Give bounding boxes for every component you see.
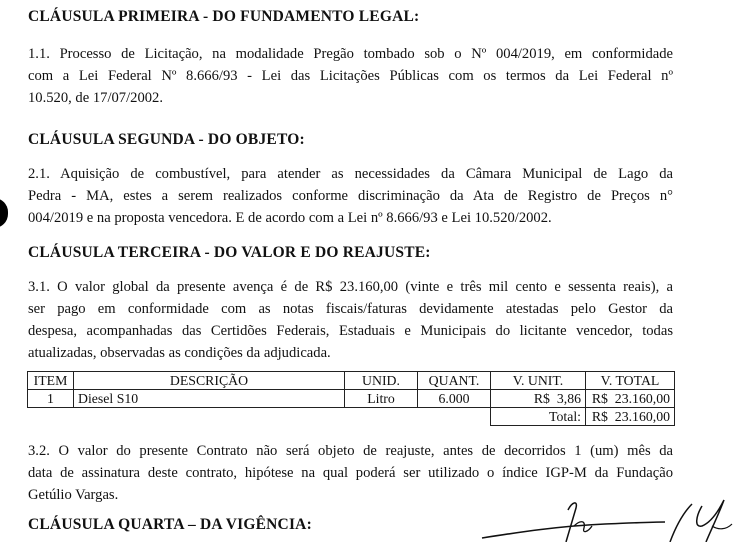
cell-quantity: 6.000 bbox=[418, 390, 491, 408]
col-header-unit: UNID. bbox=[345, 372, 418, 390]
total-label: Total: bbox=[491, 408, 586, 426]
handwritten-signature bbox=[480, 496, 735, 542]
table-row bbox=[28, 390, 675, 408]
paragraph-line: 3.1. O valor global da presente avença é de R$ 23.160,00 (vinte e três mil cento e sessenta reais), a bbox=[28, 279, 673, 295]
paragraph-line: data de assinatura deste contrato, hipótese na qual poderá ser utilizado o índice IGP-M da Fundação bbox=[28, 465, 673, 481]
col-header-item: ITEM bbox=[28, 372, 74, 390]
clause-2-paragraph bbox=[28, 163, 673, 229]
col-header-description: DESCRIÇÃO bbox=[74, 372, 345, 390]
paragraph-line: despesa, acompanhadas das Certidões Federais, Estaduais e Municipais do licitante vencedor, todas bbox=[28, 323, 673, 339]
paragraph-line: ser pago em conformidade com as notas fiscais/faturas devidamente atestadas pelo Gestor da bbox=[28, 301, 673, 317]
paragraph-line: 004/2019 e na proposta vencedora. E de acordo com a Lei nº 8.666/93 e Lei 10.520/2002. bbox=[28, 210, 552, 226]
table-header-row bbox=[28, 372, 675, 390]
col-header-unit-price: V. UNIT. bbox=[491, 372, 586, 390]
table-total-row bbox=[28, 408, 675, 426]
clause-2-heading: CLÁUSULA SEGUNDA - DO OBJETO: bbox=[28, 131, 305, 148]
paragraph-line: atualizadas, observadas as condições da adjudicada. bbox=[28, 345, 331, 361]
col-header-quantity: QUANT. bbox=[418, 372, 491, 390]
cell-unit: Litro bbox=[345, 390, 418, 408]
cell-total-price: R$ 23.160,00 bbox=[586, 390, 675, 408]
clause-1-heading: CLÁUSULA PRIMEIRA - DO FUNDAMENTO LEGAL: bbox=[28, 8, 420, 25]
total-value: R$ 23.160,00 bbox=[586, 408, 675, 426]
paragraph-line: Getúlio Vargas. bbox=[28, 487, 119, 503]
col-header-total-price: V. TOTAL bbox=[586, 372, 675, 390]
paragraph-line: 3.2. O valor do presente Contrato não será objeto de reajuste, antes de decorridos 1 (um) mês da bbox=[28, 443, 673, 459]
cell-description: Diesel S10 bbox=[74, 390, 345, 408]
items-table bbox=[27, 371, 675, 426]
cell-item: 1 bbox=[28, 390, 74, 408]
paragraph-line: com a Lei Federal Nº 8.666/93 - Lei das Licitações Públicas com os termos da Lei Federal nº bbox=[28, 68, 673, 84]
clause-3-paragraph-1 bbox=[28, 276, 673, 364]
clause-3-heading: CLÁUSULA TERCEIRA - DO VALOR E DO REAJUSTE: bbox=[28, 244, 431, 261]
cell-unit-price: R$ 3,86 bbox=[491, 390, 586, 408]
punch-hole-mark bbox=[0, 198, 8, 228]
paragraph-line: 1.1. Processo de Licitação, na modalidade Pregão tombado sob o Nº 004/2019, em conformidade bbox=[28, 46, 673, 62]
clause-4-heading: CLÁUSULA QUARTA – DA VIGÊNCIA: bbox=[28, 516, 312, 533]
clause-1-paragraph bbox=[28, 43, 673, 109]
paragraph-line: 2.1. Aquisição de combustível, para atender as necessidades da Câmara Municipal de Lago da bbox=[28, 166, 673, 182]
paragraph-line: 10.520, de 17/07/2002. bbox=[28, 90, 163, 106]
paragraph-line: Pedra - MA, estes a serem realizados conforme discriminação da Ata de Registro de Preços n° bbox=[28, 188, 673, 204]
